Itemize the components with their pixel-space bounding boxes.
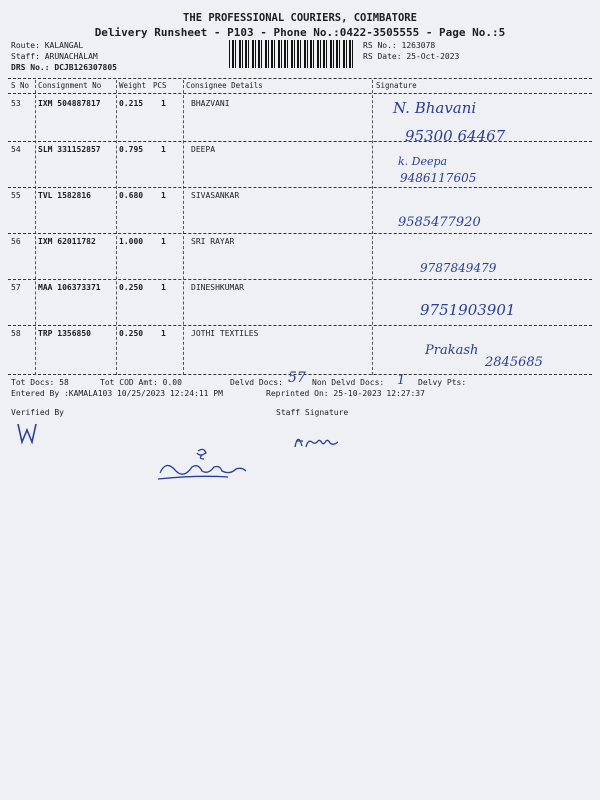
row-consignment: TRP 1356850	[38, 329, 91, 338]
handwritten-signature: k. Deepa	[398, 155, 448, 168]
row-pcs: 1	[161, 145, 166, 154]
delvd-docs: Delvd Docs:	[230, 378, 283, 387]
row-weight: 0.215	[119, 99, 144, 108]
table-header-rule	[8, 93, 592, 94]
staff-signature-scribble	[292, 428, 348, 452]
col-header-consignment: Consignment No	[38, 81, 102, 90]
tot-cod-amt: Tot COD Amt: 0.00	[100, 378, 182, 387]
row-consignee: DINESHKUMAR	[191, 283, 244, 292]
row-sno: 53	[11, 99, 21, 108]
row-pcs: 1	[161, 237, 166, 246]
handwritten-phone: 9751903901	[420, 301, 516, 319]
table-row	[0, 233, 600, 279]
route-label: Route: KALANGAL	[11, 41, 84, 50]
row-pcs: 1	[161, 191, 166, 200]
delvd-docs-handwritten: 57	[288, 370, 306, 386]
rs-date-label: RS Date: 25-Oct-2023	[363, 52, 460, 61]
row-sno: 58	[11, 329, 21, 338]
row-consignment: IXM 62011782	[38, 237, 96, 246]
row-pcs: 1	[161, 99, 166, 108]
runsheet-subtitle: Delivery Runsheet - P103 - Phone No.:0422-3505555 - Page No.:5	[94, 26, 506, 39]
non-delvd-handwritten: 1	[397, 373, 406, 388]
reprinted-on: Reprinted On: 25-10-2023 12:27:37	[266, 389, 425, 398]
row-weight: 0.250	[119, 329, 144, 338]
handwritten-signature: Prakash	[425, 343, 479, 358]
row-consignment: SLM 331152857	[38, 145, 101, 154]
handwritten-phone: 2845685	[485, 355, 543, 370]
col-header-pcs: PCS	[153, 81, 167, 90]
rs-no-label: RS No.: 1263078	[363, 41, 436, 50]
row-sno: 54	[11, 145, 21, 154]
row-consignment: IXM 504887817	[38, 99, 101, 108]
entered-by: Entered By :KAMALA103 10/25/2023 12:24:11 PM	[11, 389, 223, 398]
row-consignee: SRI RAYAR	[191, 237, 235, 246]
row-consignment: MAA 106373371	[38, 283, 101, 292]
table-row	[0, 325, 600, 371]
verifier-signature-scribble	[150, 445, 260, 485]
row-sno: 55	[11, 191, 21, 200]
staff-signature-label: Staff Signature	[276, 408, 349, 417]
table-top-rule	[8, 78, 592, 79]
row-weight: 0.250	[119, 283, 144, 292]
col-header-weight: Weight	[119, 81, 147, 90]
verified-by-label: Verified By	[11, 408, 64, 417]
barcode	[229, 40, 353, 68]
drs-label: DRS No.: DCJB126307805	[11, 63, 117, 72]
row-weight: 0.680	[119, 191, 144, 200]
row-consignment: TVL 1582816	[38, 191, 91, 200]
delvy-pts: Delvy Pts:	[418, 378, 467, 387]
table-row	[0, 141, 600, 187]
row-weight: 0.795	[119, 145, 144, 154]
table-row	[0, 95, 600, 145]
row-consignee: SIVASANKAR	[191, 191, 240, 200]
handwritten-phone: 9585477920	[398, 215, 481, 230]
row-sno: 57	[11, 283, 21, 292]
staff-label: Staff: ARUNACHALAM	[11, 52, 98, 61]
verifier-signature-mark	[14, 420, 44, 446]
table-row	[0, 279, 600, 325]
col-header-sno: S No	[11, 81, 30, 90]
tot-docs: Tot Docs: 58	[11, 378, 69, 387]
non-delvd-docs: Non Delvd Docs:	[312, 378, 385, 387]
handwritten-signature: N. Bhavani	[393, 99, 477, 117]
table-row	[0, 187, 600, 233]
row-consignee: BHAZVANI	[191, 99, 230, 108]
handwritten-phone: 9486117605	[400, 171, 477, 185]
row-consignee: DEEPA	[191, 145, 216, 154]
row-pcs: 1	[161, 283, 166, 292]
company-title: THE PROFESSIONAL COURIERS, COIMBATORE	[183, 12, 417, 24]
row-pcs: 1	[161, 329, 166, 338]
col-header-consignee: Consignee Details	[186, 81, 263, 90]
handwritten-phone: 9787849479	[420, 261, 497, 275]
handwritten-phone: 95300 64467	[405, 127, 506, 145]
row-consignee: JOTHI TEXTILES	[191, 329, 259, 338]
row-sno: 56	[11, 237, 21, 246]
col-header-signature: Signature	[376, 81, 417, 90]
row-weight: 1.000	[119, 237, 144, 246]
